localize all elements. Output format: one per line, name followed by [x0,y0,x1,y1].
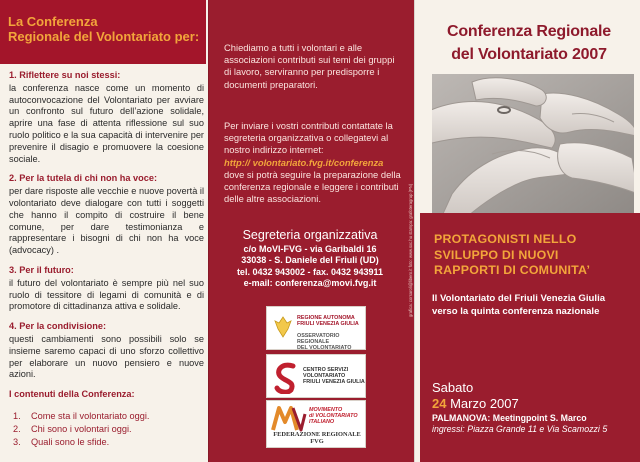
section-text: il futuro del volontariato è sempre più nel suo ruolo di tessitore di legami di comunità e di promotore di cittadinanza attiva e solidale. [9,277,204,312]
left-panel [0,0,208,462]
left-title-line1: La Conferenza [8,14,98,29]
secretariat-email[interactable]: e-mail: conferenza@movi.fvg.it [243,278,377,289]
list-item-number: 2. [13,423,21,434]
logo2-line3: FRIULI VENEZIA GIULIA [303,379,365,386]
subtitle-line2: verso la quinta conferenza nazionale [432,305,600,317]
contact-text: Per inviare i vostri contributi contattate la segreteria organizzativa o collegatevi al nostro indirizzo internet: [224,120,393,156]
section-title: 2. Per la tutela di chi non ha voce: [9,173,158,184]
logo1-line3: OSSERVATORIO REGIONALE [297,333,340,346]
right-panel [414,0,640,462]
section-title: 4. Per la condivisione: [9,321,107,332]
logo3-line1: MOVIMENTO [309,407,343,413]
logo2-line2: VOLONTARIATO [303,373,346,380]
cover-title-line2: del Volontariato 2007 [451,46,607,63]
logo1-line2: FRIULI VENEZIA GIULIA [297,321,359,328]
section-2 [9,173,204,257]
cover-headline [434,232,634,279]
logo-regione [266,306,366,350]
cover-title [426,20,632,66]
cover-subtitle [432,293,636,318]
list-item-number: 3. [13,436,21,447]
contact-text-2: dove si potrà seguire la preparazione della conferenza regionale e leggere i contributi delle altre associazioni. [224,168,401,205]
logo3-text [309,407,358,426]
logo1-line1: REGIONE AUTONOMA [297,315,355,321]
section-text: questi cambiamenti sono possibili solo se insieme saremo capaci di uno sforzo collettivo per elaborare un nuovo pensiero e nuove azioni. [9,333,204,380]
list-item-number: 1. [13,410,21,421]
hands-photo [432,74,634,214]
event-day: Sabato [432,380,474,395]
left-title [8,14,204,44]
section-text: per dare risposte alle vecchie e nuove povertà il volontariato deve dialogare con tutti i soggetti che hanno il compito di costruire il bene comune, per dare testimonianza e rappresentare i bisogni di chi non ha voce (advocacy) . [9,186,204,256]
section-title: 3. Per il futuro: [9,264,74,275]
event-date [432,396,519,411]
section-text: la conferenza nasce come un momento di autoconvocazione del Volontariato per avviare un confronto sul futuro dell’azione solidale, aprire una fase di attenta riflessione sul suo ruolo politico e la sua capacità di intervenire per prevenire il disagio e promuovere la coesione sociale. [9,82,204,164]
fold-line [414,0,415,462]
secretariat-address: c/o MoVI-FVG - via Garibaldi 16 [243,244,377,254]
headline-line2: SVILUPPO DI NUOVI [434,247,559,262]
secretariat-phone: tel. 0432 943002 - fax. 0432 943911 [236,266,384,277]
contact-paragraph [224,120,404,205]
list-item-label: Chi sono i volontari oggi. [31,423,132,434]
left-header-band [0,0,206,64]
headline-line1: PROTAGONISTI NELLO [434,232,577,246]
logo-movi [266,400,366,448]
eagle-emblem-icon [273,315,293,339]
headline-line3: RAPPORTI DI COMUNITA’ [434,263,591,277]
list-item [9,411,204,423]
logo3-footer: FEDERAZIONE REGIONALE FVG [273,431,361,445]
left-body [9,70,204,449]
section-title: 1. Riflettere su noi stessi: [9,70,121,80]
list-item-label: Come sta il volontariato oggi. [31,410,150,421]
middle-panel [208,0,414,462]
contents-list [9,411,204,448]
contributions-paragraph: Chiediamo a tutti i volontari e alle associazioni contributi sui temi dei gruppi di lavoro, serviranno per predisporre i documenti preparatori. [224,42,395,90]
section-4 [9,321,204,381]
secretariat-heading: Segreteria organizzativa [242,228,378,242]
logo2-text [303,367,365,386]
logo1-text [297,315,359,327]
contents-title: I contenuti della Conferenza: [9,389,135,400]
logo-csv [266,354,366,398]
list-item [9,437,204,449]
logo1-sub [297,333,365,352]
website-link[interactable]: http:// volontariato.fvg.it/conferenza [224,156,384,168]
left-title-line2: Regionale del Volontariato per: [8,29,200,44]
section-1 [9,70,204,165]
secretariat-block [218,228,402,290]
event-date-number: 24 [432,396,447,411]
side-credit: grafica: corsaroli@libero.it foto: www.sxc.hu stampa: grafoteragrup (PN) [408,183,413,317]
logo3-line3: ITALIANO [309,419,335,426]
event-date-rest: Marzo 2007 [450,396,519,411]
cover-title-line1: Conferenza Regionale [446,23,612,40]
event-entrances: ingressi: Piazza Grande 11 e Via Scamozzi 5 [432,424,608,434]
csv-swirl-icon [273,360,299,394]
logo3-line2: di VOLONTARIATO [309,413,358,420]
section-3 [9,265,204,313]
fold-line [208,0,209,462]
logo1-line4: DEL VOLONTARIATO [297,345,352,352]
hands-image [432,74,634,214]
logo2-line1: CENTRO SERVIZI [303,367,349,373]
list-item [9,424,204,436]
secretariat-city: 33038 - S. Daniele del Friuli (UD) [241,255,379,266]
list-item-label: Quali sono le sfide. [31,436,110,447]
movi-mark-icon [271,404,307,434]
event-place: PALMANOVA: Meetingpoint S. Marco [432,413,587,423]
subtitle-line1: Il Volontariato del Friuli Venezia Giulia [432,293,606,304]
